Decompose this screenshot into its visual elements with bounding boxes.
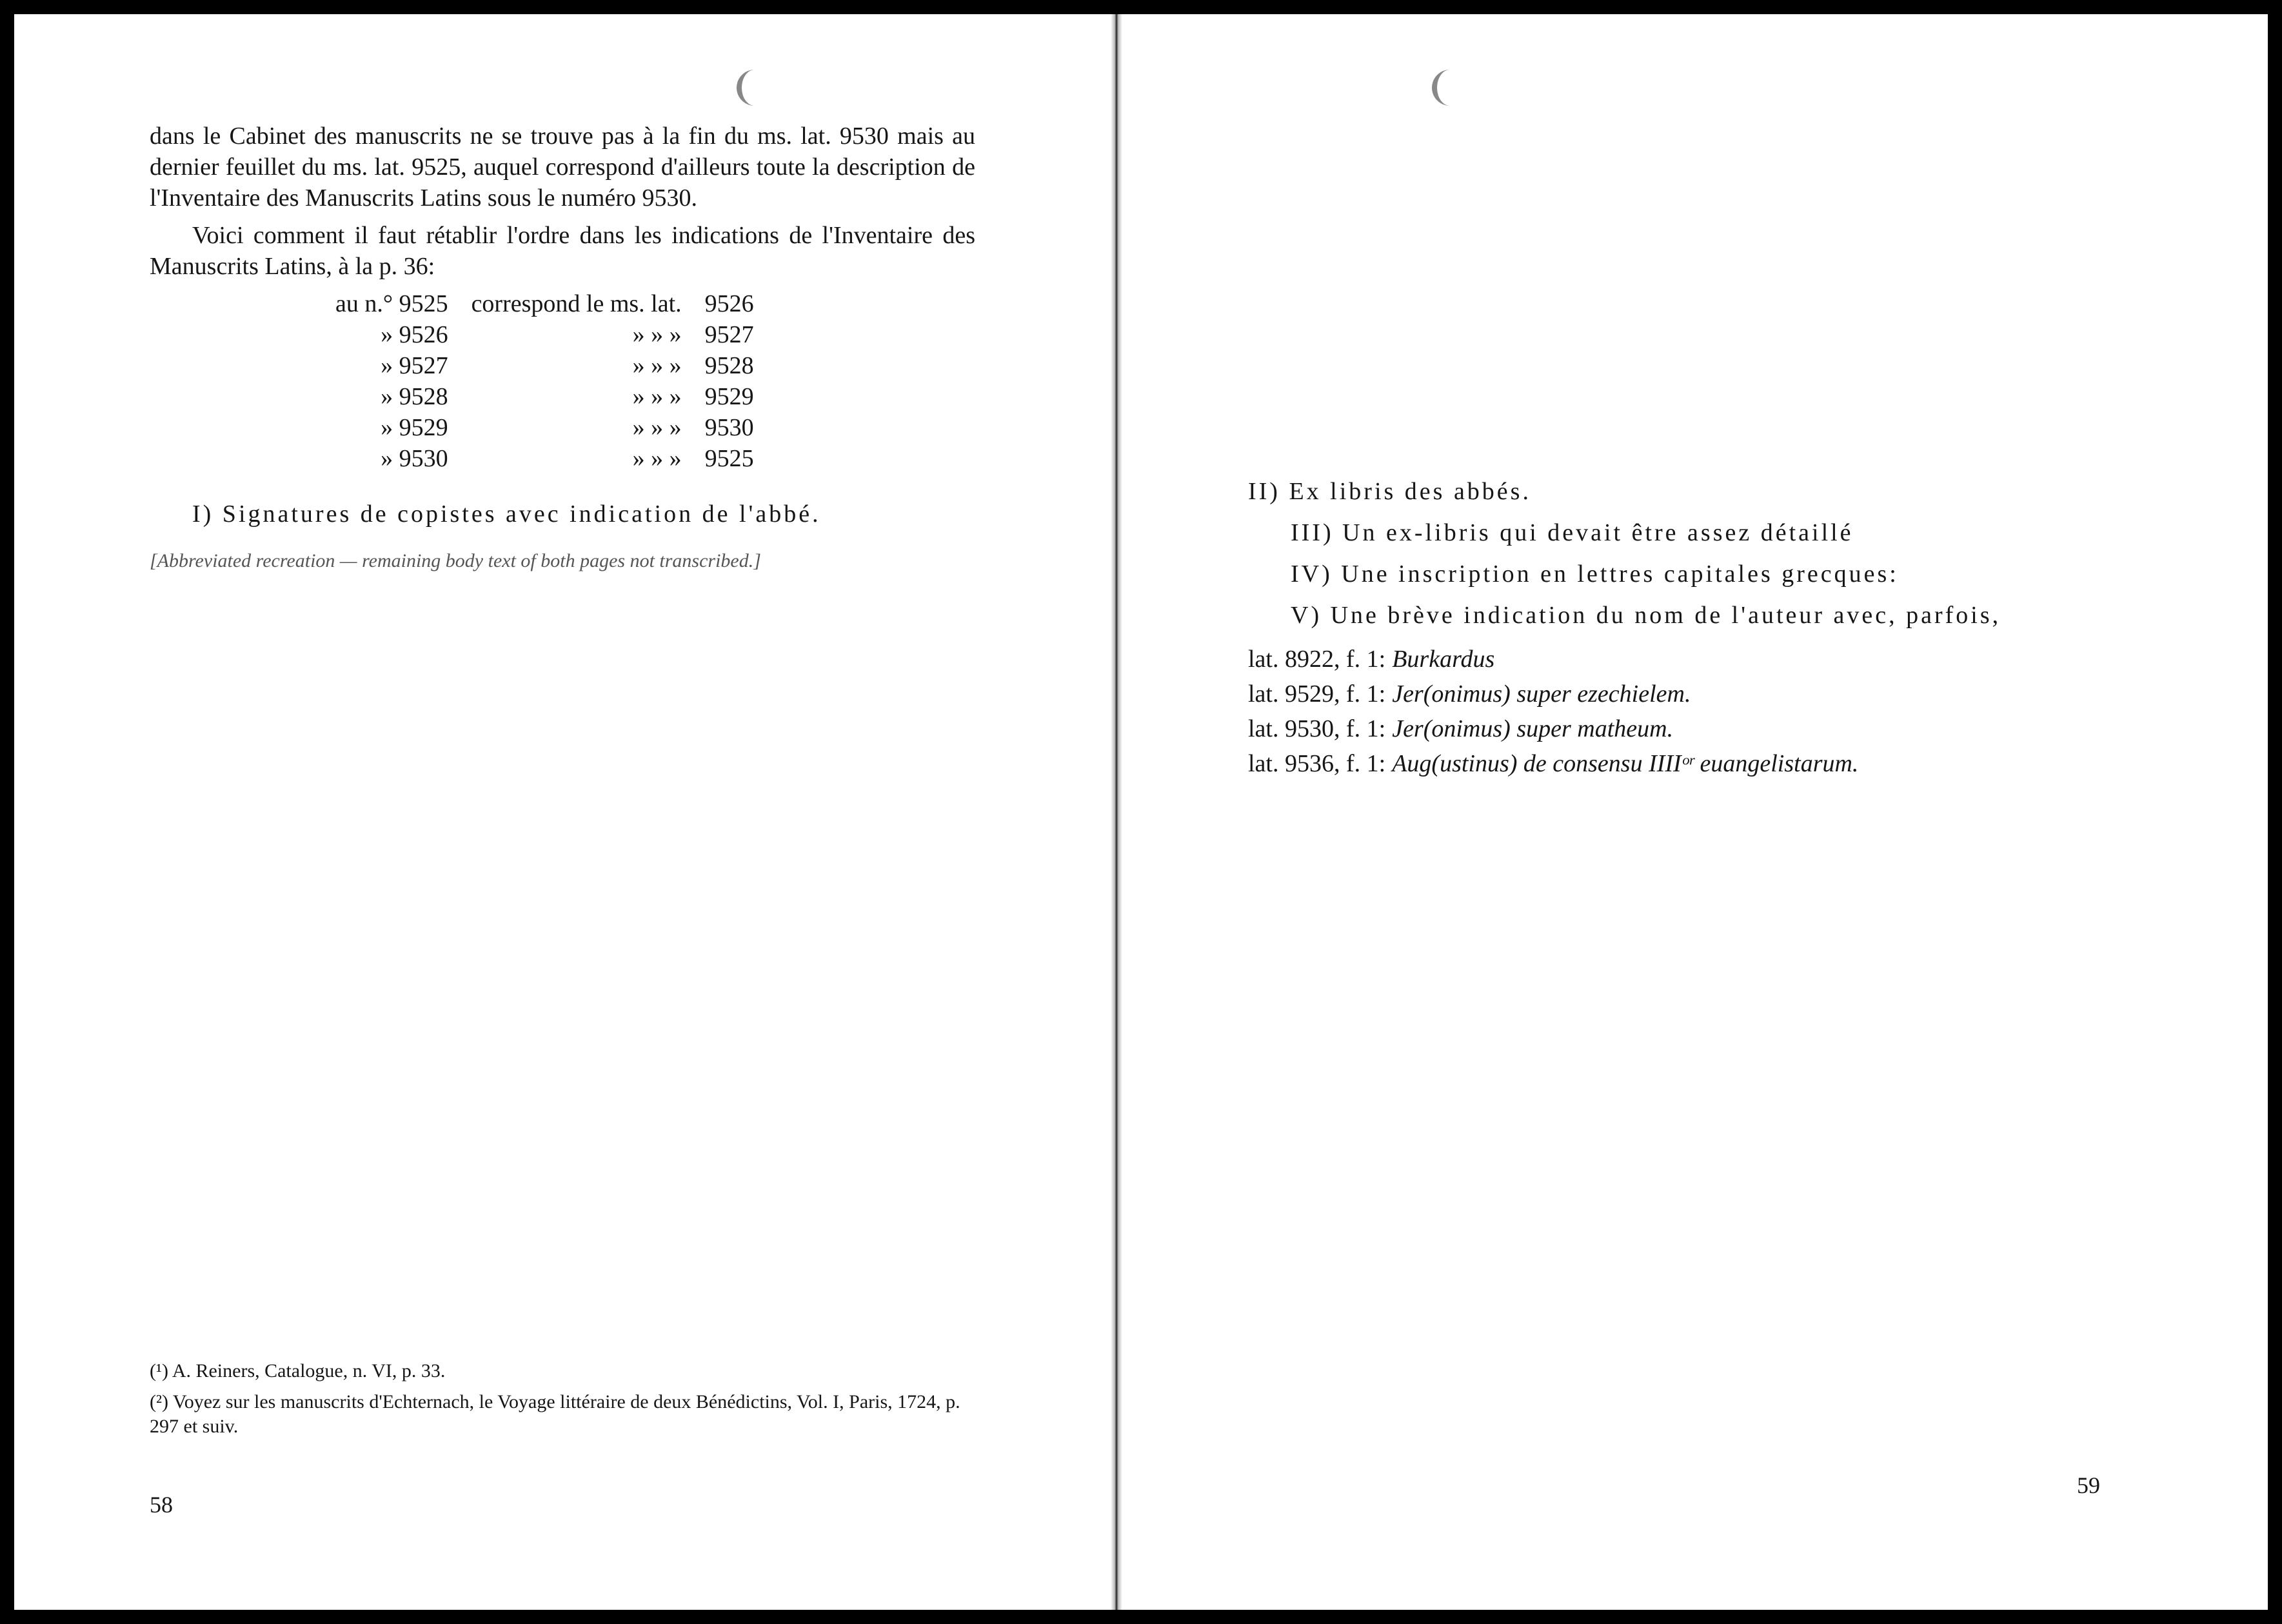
right-body	[1248, 466, 2061, 783]
table-cell: 9530	[704, 414, 754, 441]
table-cell: » » »	[632, 321, 682, 348]
author-entries	[1248, 644, 2061, 779]
entry-text: Aug(ustinus) de consensu IIIIᵒʳ euangelistarum.	[1392, 750, 1859, 777]
punch-hole	[737, 70, 773, 106]
table-row	[324, 381, 766, 412]
table-row	[324, 443, 766, 474]
section-heading: V) Une brève indication du nom de l'auteur avec, parfois,	[1291, 602, 2001, 629]
list-item	[1248, 644, 2061, 675]
table-cell: au n.° 9525	[335, 290, 448, 317]
entry-ref: lat. 9536, f. 1:	[1248, 750, 1386, 777]
table-cell: » » »	[632, 445, 682, 472]
paragraph: dans le Cabinet des manuscrits ne se trouve pas à la fin du ms. lat. 9530 mais au dernier feuillet du ms. lat. 9525, auquel correspond d'ailleurs toute la description de l'Inventaire des Manuscrits Latins sous le numéro 9530.	[150, 123, 975, 212]
right-page	[1122, 14, 2268, 1610]
section-heading: III) Un ex-libris qui devait être assez détaillé	[1291, 519, 1854, 546]
table-cell: » 9530	[381, 445, 448, 472]
table-cell: » 9527	[381, 352, 448, 379]
entry-text: Jer(onimus) super matheum.	[1392, 715, 1674, 742]
paragraph: Voici comment il faut rétablir l'ordre dans les indications de l'Inventaire des Manuscrits Latins, à la p. 36:	[150, 222, 975, 280]
concordance-table	[324, 288, 766, 474]
section-heading: IV) Une inscription en lettres capitales grecques:	[1291, 560, 1899, 588]
left-body	[150, 121, 975, 580]
table-cell: » » »	[632, 383, 682, 410]
table-cell: » 9529	[381, 414, 448, 441]
entry-ref: lat. 9529, f. 1:	[1248, 680, 1386, 708]
left-footnotes	[150, 1359, 975, 1445]
page-number: 58	[150, 1492, 173, 1518]
footnote: (²) Voyez sur les manuscrits d'Echternach, le Voyage littéraire de deux Bénédictins, Vol. I, Paris, 1724, p. 297 et suiv.	[150, 1391, 960, 1437]
table-cell: » » »	[632, 352, 682, 379]
table-row	[324, 319, 766, 350]
list-item	[1248, 748, 2061, 779]
left-page	[14, 14, 1111, 1610]
entry-ref: lat. 9530, f. 1:	[1248, 715, 1386, 742]
table-cell: 9525	[704, 445, 754, 472]
table-cell: » » »	[632, 414, 682, 441]
page-number: 59	[2077, 1472, 2100, 1498]
table-row	[324, 350, 766, 381]
book-gutter	[1111, 14, 1122, 1610]
table-cell: » 9526	[381, 321, 448, 348]
table-row	[324, 288, 766, 319]
table-cell: correspond le ms. lat.	[471, 290, 682, 317]
punch-hole	[1432, 70, 1468, 106]
section-heading: II) Ex libris des abbés.	[1248, 478, 1531, 505]
table-cell: 9528	[704, 352, 754, 379]
entry-text: Burkardus	[1392, 646, 1495, 673]
entry-text: Jer(onimus) super ezechielem.	[1392, 680, 1691, 708]
table-cell: » 9528	[381, 383, 448, 410]
list-item	[1248, 713, 2061, 744]
list-item	[1248, 678, 2061, 709]
footnote: (¹) A. Reiners, Catalogue, n. VI, p. 33.	[150, 1360, 446, 1381]
table-cell: 9529	[704, 383, 754, 410]
entry-ref: lat. 8922, f. 1:	[1248, 646, 1386, 673]
section-heading: I) Signatures de copistes avec indication de l'abbé.	[192, 500, 821, 528]
abbreviation-note: [Abbreviated recreation — remaining body text of both pages not transcribed.]	[150, 550, 761, 571]
table-cell: 9526	[704, 290, 754, 317]
table-row	[324, 412, 766, 443]
table-cell: 9527	[704, 321, 754, 348]
